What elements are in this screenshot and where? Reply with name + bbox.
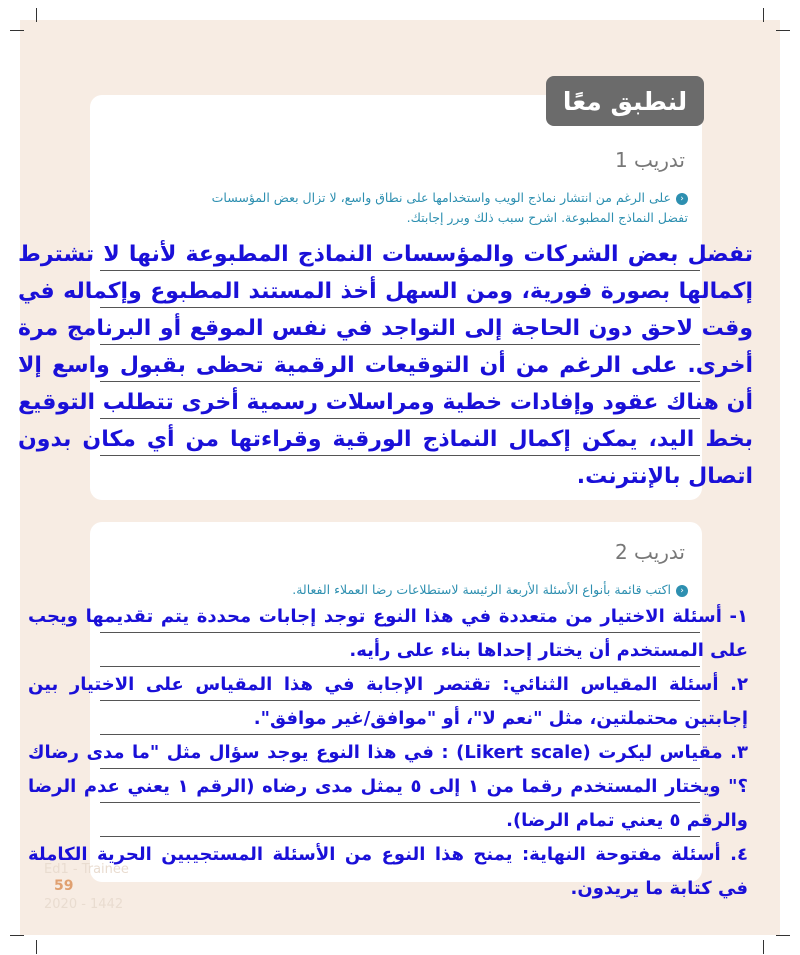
answer-item: ١- أسئلة الاختيار من متعددة في هذا النوع توجد إجابات محددة يتم تقديمها ويجب على المستخدم أن يختار إحداها بناء على رأيه.: [28, 606, 748, 661]
answer-item: ٢. أسئلة المقياس الثنائي: تقتصر الإجابة في هذا المقياس على الاختيار بين إجابتين محتملتين، مثل "نعم لا"، أو "موافق/غير موافق".: [28, 674, 748, 729]
footer-year: 2020 - 1442: [44, 897, 124, 912]
exercise1-instruction: ‹على الرغم من انتشار نماذج الويب واستخدامها على نطاق واسع، لا تزال بعض المؤسسات تفضل النماذج المطبوعة. اشرح سبب ذلك وبرر إجابتك.: [211, 190, 688, 225]
crop-mark: [763, 940, 764, 954]
section-tab: لنطبق معًا: [546, 76, 704, 126]
answer-item: ٤. أسئلة مفتوحة النهاية: يمنح هذا النوع من الأسئلة المستجيبين الحرية الكاملة في كتابة ما يريدون.: [28, 844, 748, 899]
page-number: 59: [54, 878, 74, 894]
footer-edition: Ed1 - Trainee: [44, 862, 129, 877]
chevron-left-icon: ‹: [676, 193, 688, 205]
crop-mark: [36, 940, 37, 954]
answer-item: ٣. مقياس ليكرت (Likert scale) : في هذا النوع يوجد سؤال مثل "ما مدى رضاك ؟" ويختار المستخدم رقما من ١ إلى ٥ يمثل مدى رضاه (الرقم ١ يعني عدم الرضا والرقم ٥ يعني تمام الرضا).: [28, 742, 748, 831]
exercise1-title: تدريب 1: [614, 148, 685, 172]
crop-mark: [776, 935, 790, 936]
chevron-left-icon: ‹: [676, 585, 688, 597]
exercise1-answer: تفضل بعض الشركات والمؤسسات النماذج المطبوعة لأنها لا تشترط إكمالها بصورة فورية، ومن السهل أخذ المستند المطبوع وإكماله في وقت لاحق دون الحاجة إلى التواجد في نفس الموقع أو البرنامج مرة أخرى. على الرغم من أن التوقيعات الرقمية تحظى بقبول واسع إلا أن هناك عقود وإفادات خطية ومراسلات رسمية أخرى تتطلب التوقيع بخط اليد، يمكن إكمال النماذج الورقية وقراءتها من أي مكان بدون اتصال بالإنترنت.: [18, 242, 753, 489]
exercise2-instruction: ‹اكتب قائمة بأنواع الأسئلة الأربعة الرئيسة لاستطلاعات رضا العملاء الفعالة.: [108, 580, 688, 600]
exercise2-answer-list: [28, 600, 748, 906]
exercise2-title: تدريب 2: [614, 540, 685, 564]
crop-mark: [776, 30, 790, 31]
crop-mark: [763, 8, 764, 22]
crop-mark: [36, 8, 37, 22]
crop-mark: [10, 935, 24, 936]
crop-mark: [10, 30, 24, 31]
